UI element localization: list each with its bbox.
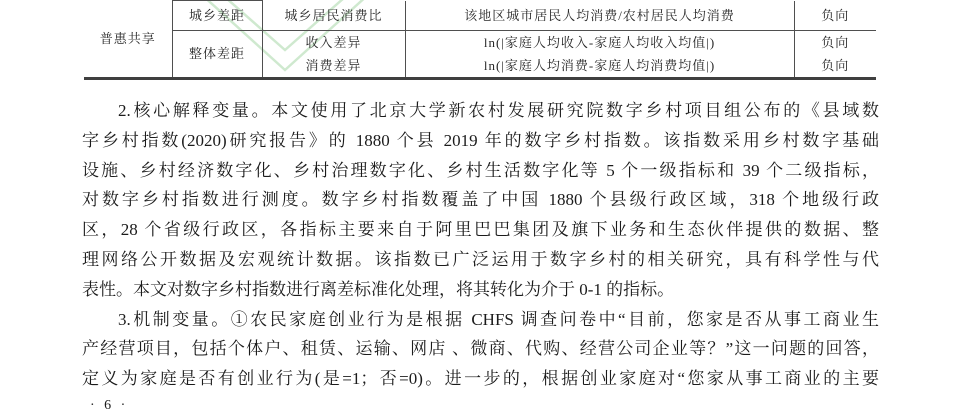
definition-cell: 该地区城市居民人均消费/农村居民人均消费: [405, 1, 794, 31]
paragraph2-line: 区，28 个省级行政区，各指标主要来自于阿里巴巴集团及旗下业务和生态伙伴提供的数据、整: [82, 220, 879, 240]
dimension-cell: 普惠共享: [99, 31, 156, 46]
indicator-cell: 城乡居民消费比: [262, 1, 405, 31]
variables-table-fragment: [84, 0, 876, 80]
paragraph2-line: 字乡村指数(2020)研究报告》的 1880 个县 2019 年的数字乡村指数。该指数采用乡村数字基础: [82, 130, 879, 150]
paragraph2-line: 对数字乡村指数进行测度。数字乡村指数覆盖了中国 1880 个县级行政区域，318 个地级行政: [82, 190, 879, 210]
paragraph2-line: 设施、乡村经济数字化、乡村治理数字化、乡村生活数字化等 5 个一级指标和 39 个二级指标，: [82, 160, 879, 180]
direction-cell: 负向: [794, 1, 876, 31]
paragraph3-line: 3.机制变量。①农民家庭创业行为是根据 CHFS 调查问卷中“目前，您家是否从事工商业生: [118, 309, 879, 329]
indicator-cell: 消费差异: [262, 54, 405, 77]
direction-cell: 负向: [794, 31, 876, 54]
table-row: [84, 31, 876, 54]
paragraph2-line: 2.核心解释变量。本文使用了北京大学新农村发展研究院数字乡村项目组公布的《县域数: [118, 101, 879, 120]
direction-cell: 负向: [794, 54, 876, 77]
page-number: · 6 ·: [90, 398, 129, 413]
indicator-cell: 收入差异: [262, 31, 405, 54]
table-row: [84, 1, 876, 31]
definition-cell: ln(|家庭人均收入-家庭人均收入均值|): [405, 31, 794, 54]
body-text: [82, 96, 879, 394]
group-cell-overall-gap: 整体差距: [172, 31, 262, 77]
paragraph3-line: 定义为家庭是否有创业行为(是=1；否=0)。进一步的，根据创业家庭对“您家从事工商业的主要: [82, 369, 879, 389]
paragraph2-line: 理网络公开数据及宏观统计数据。该指数已广泛运用于数字乡村的相关研究，具有科学性与代: [82, 249, 879, 269]
definition-cell: ln(|家庭人均消费-家庭人均消费均值|): [405, 54, 794, 77]
group-cell-urban-rural-gap: 城乡差距: [172, 1, 262, 31]
paragraph2-line: 表性。本文对数字乡村指数进行离差标准化处理，将其转化为介于 0-1 的指标。: [82, 279, 675, 299]
variables-table: [84, 0, 876, 77]
paragraph3-line: 产经营项目，包括个体户、租赁、运输、网店 、微商、代购、经营公司企业等？”这一问题的回答，: [82, 339, 879, 359]
